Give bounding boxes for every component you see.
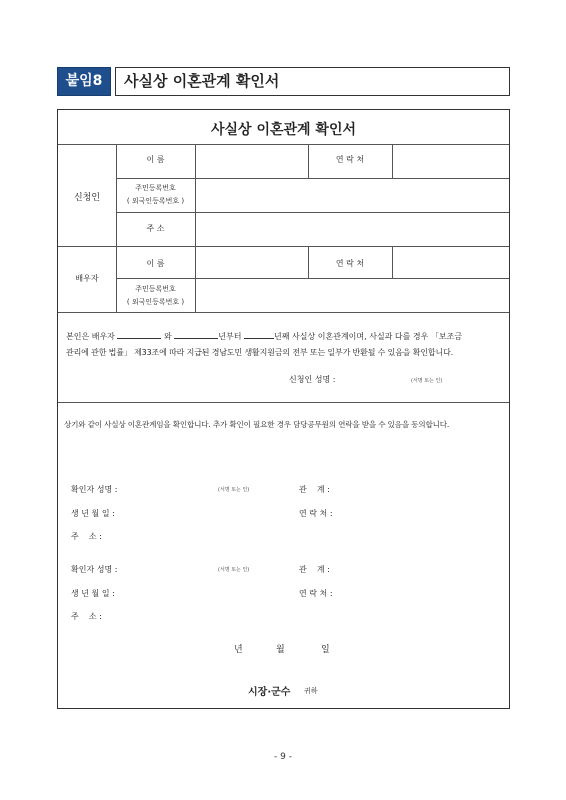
spouse-rrn-label: 주민등록번호: [135, 285, 176, 293]
applicant-name-label: 이 름: [146, 155, 165, 164]
confirmer-2-name-label: 확인자 성명 :: [71, 565, 118, 574]
spouse-contact-field[interactable]: [395, 249, 505, 277]
divider: [195, 278, 196, 312]
confirmer-2-dob-label: 생 년 월 일 :: [71, 589, 115, 598]
divider: [195, 144, 196, 278]
confirmer-2-relation-label: 관 계 :: [299, 565, 330, 574]
sign-hint: (서명 또는 인): [218, 487, 250, 493]
page-number: - 9 -: [274, 752, 292, 762]
divider: [116, 278, 509, 279]
statement-line-2: 관리에 관한 법률」 제33조에 따라 지급된 경남도민 생활지원금의 전부 또는 일부가 반환될 수 있음을 확인합니다.: [66, 348, 454, 357]
date-month-label: 월: [276, 645, 285, 655]
spouse-foreign-id-label: ( 외국인등록번호 ): [126, 298, 185, 306]
confirmer-1-relation-label: 관 계 :: [299, 485, 330, 494]
applicant-address-field[interactable]: [198, 215, 505, 243]
recipient: 시장·군수: [248, 687, 291, 698]
spouse-name-blank[interactable]: [117, 330, 161, 339]
divider: [392, 246, 393, 278]
applicant-contact-label: 연 락 처: [335, 155, 365, 164]
signer-name-field[interactable]: [348, 370, 408, 386]
spouse-label: 배우자: [75, 274, 99, 283]
divider: [58, 312, 509, 313]
applicant-foreign-id-label: ( 외국인등록번호 ): [126, 197, 185, 205]
statement-text: 년부터: [218, 332, 242, 341]
years-count-blank[interactable]: [244, 330, 274, 339]
spouse-contact-label: 연 락 처: [335, 259, 365, 268]
spouse-rrn-field[interactable]: [198, 281, 505, 309]
appendix-header: [57, 67, 510, 96]
appendix-badge: 붙임8: [57, 67, 111, 96]
divider: [58, 246, 509, 247]
confirmer-2-contact-label: 연 락 처 :: [299, 589, 333, 598]
statement-line-1: [66, 329, 504, 345]
sign-hint: (서명 또는 인): [411, 378, 443, 384]
applicant-address-label: 주 소: [146, 224, 165, 233]
confirmer-2-name-field[interactable]: [130, 560, 215, 576]
date-day-label: 일: [321, 645, 330, 655]
date-year-label: 년: [234, 645, 243, 655]
confirmer-2-address-field[interactable]: [130, 607, 500, 623]
confirmer-1-dob-label: 생 년 월 일 :: [71, 509, 115, 518]
recipient-suffix: 귀하: [304, 687, 318, 695]
confirmer-1-contact-field[interactable]: [348, 504, 498, 520]
confirmer-1-name-field[interactable]: [130, 480, 215, 496]
spouse-name-field[interactable]: [198, 249, 306, 277]
form-title: 사실상 이혼관계 확인서: [211, 122, 356, 138]
divider: [58, 144, 509, 145]
applicant-label: 신청인: [73, 193, 101, 203]
confirmer-1-relation-field[interactable]: [348, 480, 498, 496]
confirmer-1-address-field[interactable]: [130, 527, 500, 543]
appendix-title: 사실상 이혼관계 확인서: [115, 67, 510, 96]
statement-text: 본인은 배우자: [66, 332, 115, 341]
confirm-intro: 상기와 같이 사실상 이혼관계임을 확인합니다. 추가 확인이 필요한 경우 담당공무원의 연락을 받을 수 있음을 동의합니다.: [64, 420, 450, 429]
applicant-contact-field[interactable]: [395, 147, 505, 175]
divider: [392, 144, 393, 178]
confirmer-1-dob-field[interactable]: [130, 504, 280, 520]
divider: [58, 402, 509, 403]
divider: [116, 178, 509, 179]
confirmer-1-name-label: 확인자 성명 :: [71, 485, 118, 494]
sign-hint: (서명 또는 인): [218, 567, 250, 573]
confirmer-1-address-label: 주 소 :: [71, 532, 102, 541]
confirmer-1-contact-label: 연 락 처 :: [299, 509, 333, 518]
applicant-rrn-label: 주민등록번호: [135, 184, 176, 192]
confirmer-2-dob-field[interactable]: [130, 584, 280, 600]
statement-text: 년째 사실상 이혼관계이며, 사실과 다를 경우 「보조금: [274, 332, 463, 341]
spouse-name-label: 이 름: [146, 259, 165, 268]
year-blank[interactable]: [174, 330, 218, 339]
confirmer-2-address-label: 주 소 :: [71, 612, 102, 621]
statement-text: 와: [164, 332, 172, 341]
confirmer-2-contact-field[interactable]: [348, 584, 498, 600]
applicant-name-field[interactable]: [198, 147, 306, 175]
applicant-rrn-field[interactable]: [198, 181, 505, 209]
confirmation-form: [57, 109, 510, 709]
signer-label: 신청인 성명 :: [289, 375, 336, 384]
confirmer-2-relation-field[interactable]: [348, 560, 498, 576]
divider: [116, 212, 509, 213]
